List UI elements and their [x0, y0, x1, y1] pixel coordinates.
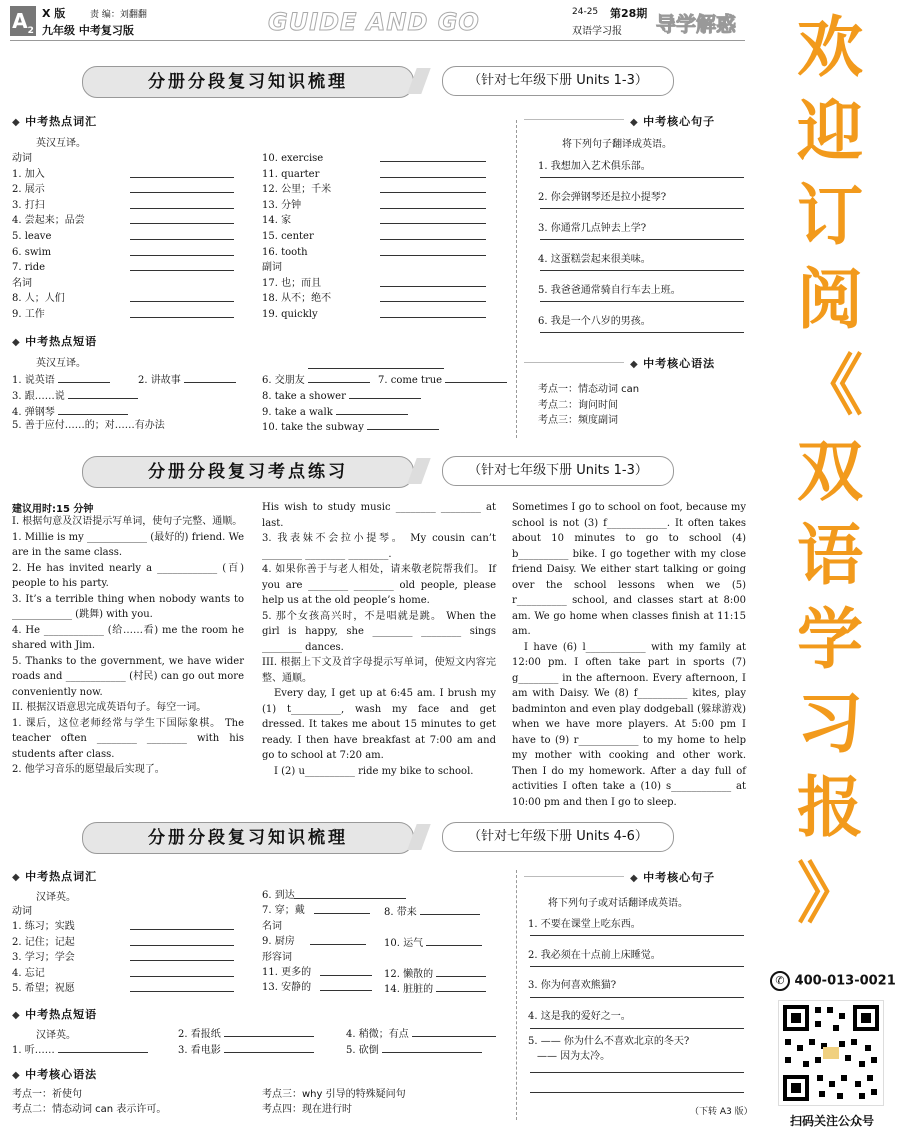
section2-banner: [82, 456, 682, 486]
sec3-phrase-heading: ◆ 中考热点短语: [12, 1006, 97, 1022]
section1-banner-caption: （针对七年级下册 Units 1-3）: [442, 66, 674, 96]
section2-banner-caption: （针对七年级下册 Units 1-3）: [442, 456, 674, 486]
heading-rule: [524, 119, 624, 120]
issue-number: 第28期: [610, 7, 648, 20]
header-divider: [10, 40, 745, 41]
vocab-item: 6. 到达: [262, 888, 382, 903]
exercise-item: I. 根据句意及汉语提示写单词，使句子完整、通顺。: [12, 516, 243, 527]
phrase-item: 1. 听……: [12, 1042, 148, 1057]
vocab-item: 18. 从不；绝不: [262, 291, 331, 307]
sec1-phrase-heading: ◆ 中考热点短语: [12, 333, 97, 349]
vocab-item: 1. 加入: [12, 167, 85, 183]
exercise-item: 4. He ____________ (给……看) me the room he shared with Jim.: [12, 624, 244, 651]
section3-banner-caption: （针对七年级下册 Units 4-6）: [442, 822, 674, 852]
sec3-sentence-list: [528, 910, 748, 1032]
sec3-sentence-intro: 将下列句子或对话翻译成英语。: [548, 898, 688, 909]
grade-label: 九年级 中考复习版: [42, 24, 134, 37]
phrase-item: 2. 讲故事: [138, 372, 236, 387]
vocab-item: 名词: [262, 920, 282, 932]
vocab-item: 5. 希望；祝愿: [12, 981, 242, 996]
sec3-sentence-heading: ◆ 中考核心句子: [630, 871, 716, 884]
heading-rule: [524, 876, 624, 877]
subscribe-ad-column: [770, 0, 900, 1136]
ad-char: 习: [797, 685, 863, 762]
phrase-item: 7. come true: [378, 372, 507, 387]
editor-label: 责 编：刘翻翻: [90, 10, 147, 20]
vocab-item: 4. 尝起来；品尝: [12, 213, 85, 229]
suggested-time: 建议用时:15 分钟: [12, 504, 94, 515]
vocab-item: 动词: [12, 153, 32, 164]
sentence-item: 2. 你会弹钢琴还是拉小提琴?: [538, 192, 667, 203]
vocab-item: 8. 带来: [384, 904, 480, 919]
vocab-item: 9. 厨房: [262, 934, 382, 949]
sec3-vocab-col1: [12, 904, 242, 996]
sec3-vocab-col2: [262, 888, 382, 996]
phrase-underline: [308, 368, 444, 369]
sec1-vocab-heading: ◆ 中考热点词汇: [12, 113, 97, 129]
vocab-item: 1. 练习；实践: [12, 919, 242, 934]
phrase-item: 3. 跟……说: [12, 388, 138, 403]
vocab-item: 3. 学习；学会: [12, 950, 242, 965]
vocab-item: 13. 分钟: [262, 198, 331, 214]
vocab-item: 动词: [12, 906, 32, 917]
vocab-item: 5. leave: [12, 229, 85, 245]
sec1-divider: [516, 120, 517, 438]
vocab-item: 4. 忘记: [12, 966, 242, 981]
brand-label: 导学解惑: [656, 12, 736, 36]
sec1-grammar-heading: ◆ 中考核心语法: [630, 357, 716, 370]
vocab-item: 19. quickly: [262, 307, 331, 323]
sec1-phrase-intro: 英汉互译。: [36, 358, 86, 369]
dialogue-line: 5. —— 你为什么不喜欢北京的冬天?: [528, 1036, 690, 1047]
phrase-item: 2. 看报纸: [178, 1026, 314, 1041]
ad-char: 阅: [797, 261, 863, 338]
exercise-item: Every day, I get up at 6:45 am. I brush my (1) t__________, wash my face and get dressed. It takes me about 15 minutes to get ready. I then have breakfast at 7:00 am and go to school at 7:20 am.: [262, 688, 496, 761]
vocab-item: 14. 家: [262, 213, 331, 229]
sec1-sentence-intro: 将下列句子翻译成英语。: [562, 139, 672, 150]
sentence-item: 3. 你通常几点钟去上学?: [538, 223, 647, 234]
ad-char: 学: [797, 601, 863, 678]
ad-char: 欢: [797, 9, 863, 86]
sentence-item: 3. 你为何喜欢熊猫?: [528, 980, 617, 991]
qr-code[interactable]: [778, 1000, 884, 1106]
section1-banner-title: 分册分段复习知识梳理: [82, 66, 414, 98]
grammar-point: 考点二：询问时间: [538, 399, 618, 411]
vocab-item: 10. 运气: [384, 935, 482, 950]
grammar-point: 考点一：情态动词 can: [538, 384, 640, 395]
vocab-item: 名词: [12, 277, 32, 289]
answer-line: [530, 1092, 744, 1093]
grammar-point: 考点四：现在进行时: [262, 1104, 352, 1115]
vocab-item: 12. 公里；千米: [262, 182, 331, 198]
edition-logo: $A_2$: [10, 6, 36, 36]
vocab-item: 11. quarter: [262, 167, 331, 183]
heading-rule: [524, 362, 624, 363]
phrase-item: 5. 砍倒: [346, 1042, 482, 1057]
vocab-item: 14. 脏脏的: [384, 981, 486, 996]
phrase-item: 3. 看电影: [178, 1042, 314, 1057]
ad-char: 《: [797, 347, 863, 424]
answer-line: [540, 239, 744, 240]
vocab-item: 16. tooth: [262, 245, 331, 261]
ad-char: 订: [797, 177, 863, 254]
sentence-item: 1. 我想加入艺术俱乐部。: [538, 161, 651, 172]
sec2-col2: [262, 500, 496, 779]
phrase-item: 4. 弹钢琴: [12, 404, 128, 419]
exercise-item: III. 根据上下文及首字母提示写单词，使短文内容完整、通顺。: [262, 657, 496, 684]
ad-char: 双: [797, 433, 863, 510]
grammar-point: 考点二：情态动词 can 表示许可。: [12, 1104, 167, 1115]
paper-name: 双语学习报: [572, 26, 622, 37]
vocab-item: 2. 展示: [12, 182, 85, 198]
sec3-phrase-intro: 汉译英。: [36, 1030, 76, 1041]
phrase-item: 8. take a shower: [262, 388, 421, 403]
sentence-item: 4. 这蛋糕尝起来很美味。: [538, 254, 651, 265]
grammar-point: 考点三：频度副词: [538, 415, 618, 426]
passage-paragraph: Sometimes I go to school on foot, because my school is not (3) f____________. It often takes about 10 minutes to go to school (4) b__________ bike. I go together with my close friend Daisy. We either start talking or going over the school lessons when we (5) r__________ school, and classes start at 8:00 am. We go home when classes finish at 11:15 am.: [512, 502, 746, 637]
phrase-item: 10. take the subway: [262, 419, 439, 434]
exercise-item: 1. Millie is my ____________ (最好的) friend. We are in the same class.: [12, 531, 244, 558]
grammar-point: 考点一：祈使句: [12, 1089, 82, 1100]
vocab-item: 17. 也；而且: [262, 276, 331, 292]
section3-banner: [82, 822, 682, 852]
answer-line: [530, 1028, 744, 1029]
exercise-item: 5. Thanks to the government, we have wider roads and ____________ (村民) can go out more conveniently now.: [12, 655, 244, 698]
issue-year: 24-25: [572, 7, 599, 17]
sec1-grammar-list: [538, 382, 639, 429]
vocab-item: 12. 懒散的: [384, 966, 486, 981]
exercise-item: 5. 那个女孩高兴时，不是唱就是跳。 When the girl is happy, she ________ ________ sings ________ dances.: [262, 610, 496, 653]
vocab-item: 8. 人；人们: [12, 291, 85, 307]
phrase-item: 9. take a walk: [262, 404, 408, 419]
dialogue-line: —— 因为太冷。: [537, 1051, 611, 1062]
vocab-item: 6. swim: [12, 245, 85, 261]
sentence-item: 4. 这是我的爱好之一。: [528, 1010, 631, 1022]
vocab-item: 2. 记住；记起: [12, 935, 242, 950]
sentence-item: 2. 我必须在十点前上床睡觉。: [528, 949, 661, 961]
ad-char: 迎: [797, 93, 863, 170]
vocab-item: 7. ride: [12, 260, 85, 276]
sec1-sentence-heading: ◆ 中考核心句子: [630, 115, 716, 128]
exercise-item: 1. 课后，这位老师经常与学生下国际象棋。 The teacher often ________ ________ with his students after class.: [12, 717, 244, 760]
vocab-item: 9. 工作: [12, 307, 85, 323]
answer-line: [540, 301, 744, 302]
vocab-item: 11. 更多的: [262, 965, 382, 980]
sec2-col1: [12, 514, 244, 778]
grammar-point: 考点三：why 引导的特殊疑问句: [262, 1089, 406, 1100]
answer-line: [540, 270, 744, 271]
vocab-item: 7. 穿；戴: [262, 903, 382, 918]
answer-line: [540, 208, 744, 209]
phrase-item: 1. 说英语: [12, 372, 110, 387]
ad-char: 语: [797, 517, 863, 594]
edition-label: X 版: [42, 7, 66, 20]
sec1-vocab-intro: 英汉互译。: [36, 138, 86, 149]
exercise-item: I (2) u__________ ride my bike to school.: [274, 765, 474, 777]
sec3-vocab-heading: ◆ 中考热点词汇: [12, 868, 97, 884]
sec3-vocab-intro: 汉译英。: [36, 892, 76, 903]
exercise-item: 3. It’s a terrible thing when nobody wants to ____________ (跳舞) with you.: [12, 593, 244, 620]
section2-banner-title: 分册分段复习考点练习: [82, 456, 414, 488]
exercise-item: His wish to study music ________ ________ at last.: [262, 502, 496, 529]
answer-line: [530, 966, 744, 967]
answer-line: [530, 997, 744, 998]
exercise-item: 2. 他学习音乐的愿望最后实现了。: [12, 764, 165, 775]
exercise-item: 2. He has invited nearly a ____________ (百) people to his party.: [12, 562, 244, 589]
vocab-item: 副词: [262, 262, 282, 274]
vocab-item: 3. 打扫: [12, 198, 85, 214]
vocab-item: 形容词: [262, 951, 292, 963]
phrase-item: 6. 交朋友: [262, 372, 370, 387]
vocab-item: 15. center: [262, 229, 331, 245]
sentence-item: 6. 我是一个八岁的男孩。: [538, 316, 651, 327]
qr-caption: 扫码关注公众号: [789, 1114, 874, 1128]
exercise-item: 3. 我表妹不会拉小提琴。 My cousin can’t ________ ________ ________.: [262, 533, 496, 560]
continued-note: （下转 A3 版）: [690, 1107, 753, 1117]
guide-and-go-title: GUIDE AND GO: [268, 8, 480, 36]
ad-char: 报: [797, 769, 863, 846]
answer-line: [540, 332, 744, 333]
vocab-item: 13. 安静的: [262, 980, 382, 995]
sec3-divider: [516, 870, 517, 1120]
phrase-item: 4. 稍微；有点: [346, 1026, 496, 1041]
sentence-item: 1. 不要在课堂上吃东西。: [528, 919, 641, 930]
passage-paragraph: I have (6) l____________ with my family at 12:00 pm. I often take part in sports (7) g________ in the afternoon. Every afternoon, I am with Daisy. We (8) f__________ kites, play badminton and even play dodgeball (躲球游戏) when we have more players. At 5:00 pm I have to (9) r____________ to my home to help my mother with cooking and other work. Then I do my homework. After a day full of activities I often take a (10) s____________ at 10:00 pm and then I go to sleep.: [512, 641, 746, 808]
sec2-col3: [512, 500, 746, 810]
sentence-item: 5. 我爸爸通常骑自行车去上班。: [538, 285, 681, 296]
sec3-grammar-heading: ◆ 中考核心语法: [12, 1066, 97, 1082]
exercise-item: 4. 如果你善于与老人相处，请来敬老院帮我们。 If you are ________ ________ old people, please help us at the old people’s home.: [262, 564, 496, 606]
section3-banner-title: 分册分段复习知识梳理: [82, 822, 414, 854]
exercise-item: II. 根据汉语意思完成英语句子。每空一词。: [12, 702, 207, 713]
section1-banner: [82, 66, 682, 96]
phrase-item: 5. 善于应付……的；对……有办法: [12, 420, 165, 431]
phone-icon: ✆: [770, 971, 790, 991]
sec1-sentence-list: [538, 151, 748, 337]
ad-char: 》: [797, 855, 863, 932]
answer-line: [530, 935, 744, 936]
answer-line: [530, 1072, 744, 1073]
qr-code-icon: [779, 1001, 883, 1105]
answer-line: [540, 177, 744, 178]
phone-number[interactable]: ✆ 400-013-0021: [770, 971, 896, 991]
vocab-item: 10. exercise: [262, 151, 331, 167]
